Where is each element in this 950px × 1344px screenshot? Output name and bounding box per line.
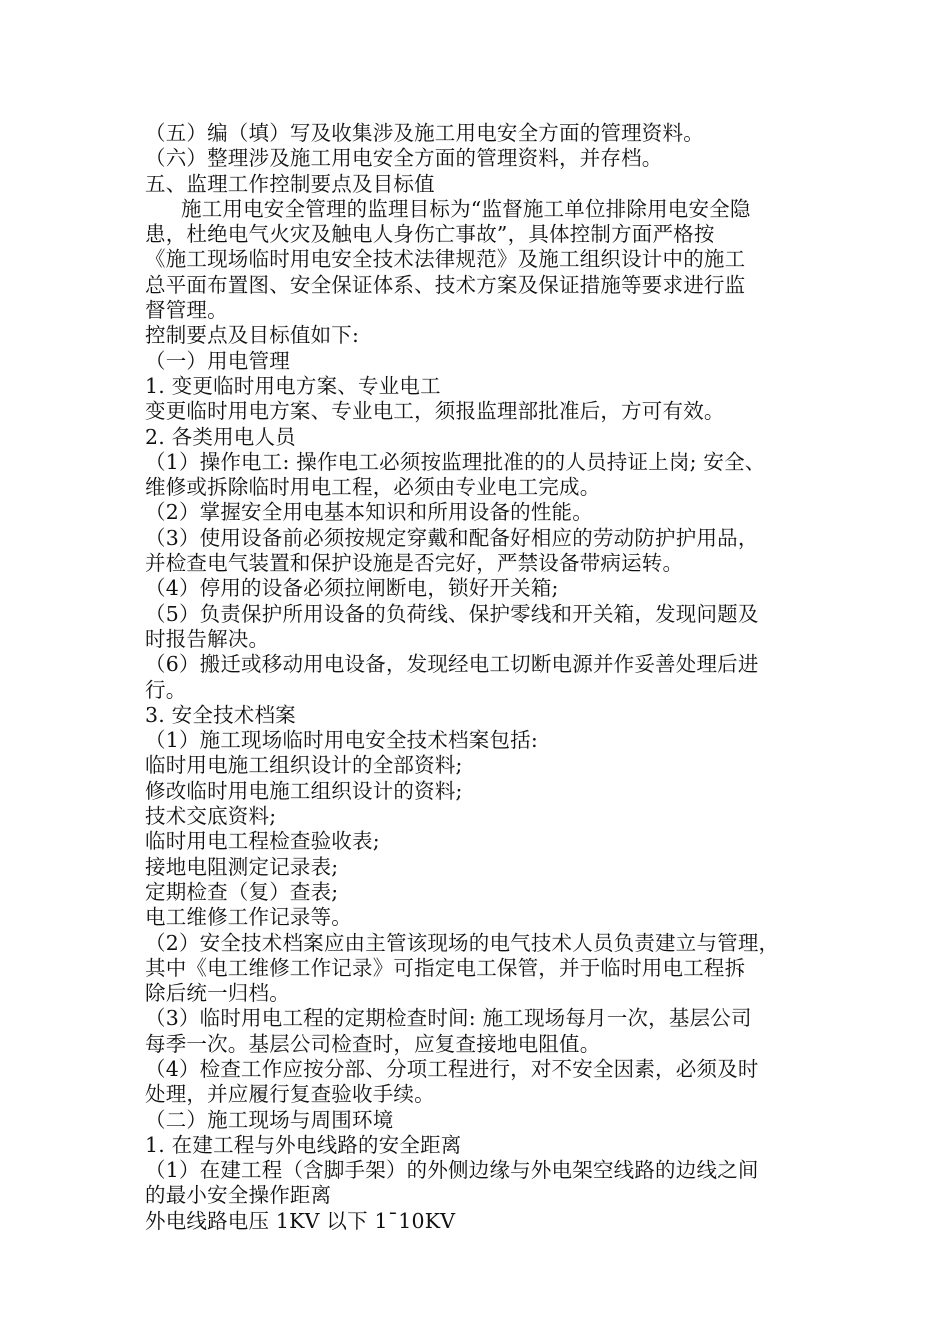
document-body [145,121,835,1234]
text-line: 每季一次。基层公司检查时，应复查接地电阻值。 [145,1031,601,1056]
text-line: （3）使用设备前必须按规定穿戴和配备好相应的劳动防护护用品， [145,525,759,550]
item-heading: 1. 在建工程与外电线路的安全距离 [145,1132,462,1157]
paragraph-line: 《施工现场临时用电安全技术法律规范》及施工组织设计中的施工 [145,247,746,272]
paragraph-line: 患，杜绝电气火灾及触电人身伤亡事故”，具体控制方面严格按 [145,222,715,247]
text-line: 定期检查（复）查表; [145,879,339,904]
text-line: （4）检查工作应按分部、分项工程进行，对不安全因素，必须及时 [145,1056,759,1081]
text-line: （1）施工现场临时用电安全技术档案包括: [145,728,538,753]
text-line: 其中《电工维修工作记录》可指定电工保管，并于临时用电工程拆 [145,955,746,980]
text-line: （五）编（填）写及收集涉及施工用电安全方面的管理资料。 [145,121,704,145]
text-line: 技术交底资料; [145,804,277,829]
section-heading: 五、监理工作控制要点及目标值 [145,171,435,196]
text-line: 的最小安全操作距离 [145,1183,332,1208]
text-line: （4）停用的设备必须拉闸断电，锁好开关箱; [145,576,559,601]
text-line: （2）掌握安全用电基本知识和所用设备的性能。 [145,500,593,525]
text-line: （6）搬迁或移动用电设备，发现经电工切断电源并作妥善处理后进 [145,652,759,677]
text-line: 外电线路电压 1KV 以下 1¯10KV [145,1208,456,1233]
text-line: （1）操作电工: 操作电工必须按监理批准的的人员持证上岗; 安全、 [145,449,766,474]
text-line: 时报告解决。 [145,626,270,651]
text-line: 电工维修工作记录等。 [145,905,352,930]
item-heading: 2. 各类用电人员 [145,424,296,449]
text-line: 控制要点及目标值如下: [145,323,360,348]
text-line: 维修或拆除临时用电工程，必须由专业电工完成。 [145,475,601,500]
text-line: 行。 [145,677,187,702]
text-line: 变更临时用电方案、专业电工，须报监理部批准后，方可有效。 [145,399,725,424]
text-line: 处理，并应履行复查验收手续。 [145,1082,435,1107]
item-heading: 1. 变更临时用电方案、专业电工 [145,373,441,398]
text-line: （六）整理涉及施工用电安全方面的管理资料，并存档。 [145,146,663,171]
paragraph-line: 督管理。 [145,298,228,323]
text-line: 临时用电工程检查验收表; [145,829,380,854]
text-line: （2）安全技术档案应由主管该现场的电气技术人员负责建立与管理， [145,930,780,955]
text-line: 修改临时用电施工组织设计的资料; [145,778,463,803]
text-line: 接地电阻测定记录表; [145,854,339,879]
text-line: （5）负责保护所用设备的负荷线、保护零线和开关箱，发现问题及 [145,601,759,626]
text-line: （1）在建工程（含脚手架）的外侧边缘与外电架空线路的边线之间 [145,1158,759,1183]
paragraph-line: 总平面布置图、安全保证体系、技术方案及保证措施等要求进行监 [145,272,746,297]
subsection-heading: （二）施工现场与周围环境 [145,1107,394,1132]
text-line: （3）临时用电工程的定期检查时间: 施工现场每月一次，基层公司 [145,1006,752,1031]
item-heading: 3. 安全技术档案 [145,702,296,727]
text-line: 并检查电气装置和保护设施是否完好，严禁设备带病运转。 [145,551,684,576]
text-line: 临时用电施工组织设计的全部资料; [145,753,463,778]
subsection-heading: （一）用电管理 [145,348,290,373]
text-line: 除后统一归档。 [145,981,290,1006]
paragraph-line: 施工用电安全管理的监理目标为“监督施工单位排除用电安全隐 [181,196,751,221]
